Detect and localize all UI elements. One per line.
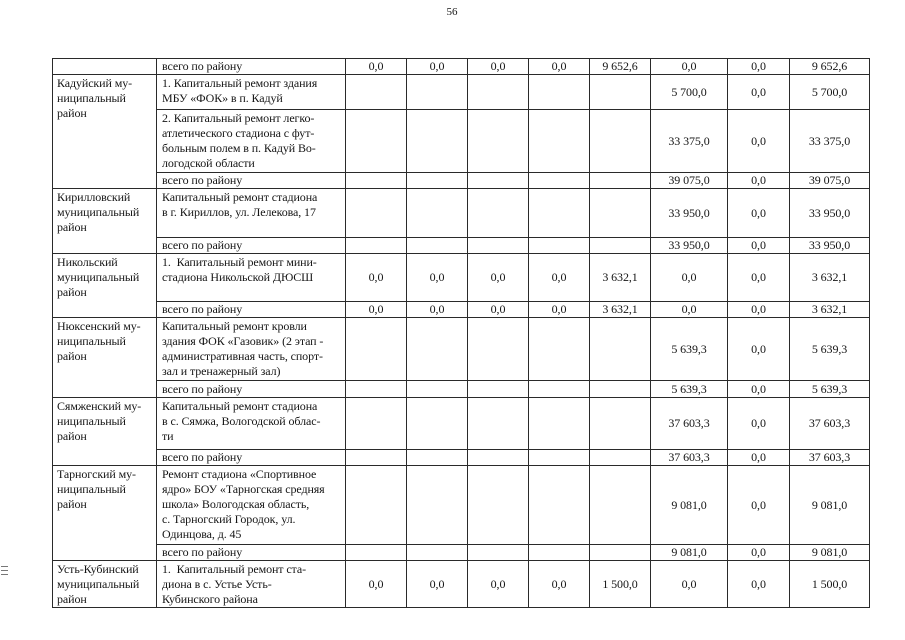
district-name: Тарногский му- ниципальный район xyxy=(53,466,157,561)
value-cell xyxy=(407,398,468,450)
value-cell xyxy=(346,545,407,561)
project-name: 1. Капитальный ремонт мини- стадиона Никольской ДЮСШ xyxy=(157,254,346,302)
value-cell: 0,0 xyxy=(728,318,790,381)
value-cell xyxy=(346,398,407,450)
total-row xyxy=(53,545,870,561)
value-cell: 0,0 xyxy=(468,561,529,608)
value-cell: 0,0 xyxy=(728,466,790,545)
value-cell: 33 375,0 xyxy=(790,110,870,173)
district-name: Кирилловский муниципальный район xyxy=(53,189,157,254)
value-cell: 0,0 xyxy=(728,381,790,398)
value-cell xyxy=(407,381,468,398)
value-cell: 1 500,0 xyxy=(590,561,651,608)
value-cell xyxy=(407,545,468,561)
value-cell xyxy=(529,398,590,450)
value-cell: 3 632,1 xyxy=(790,254,870,302)
value-cell xyxy=(468,189,529,238)
project-row xyxy=(53,561,870,608)
value-cell xyxy=(590,466,651,545)
value-cell xyxy=(346,75,407,110)
value-cell: 0,0 xyxy=(407,254,468,302)
value-cell xyxy=(590,110,651,173)
value-cell: 9 652,6 xyxy=(790,59,870,75)
value-cell: 0,0 xyxy=(728,545,790,561)
value-cell xyxy=(407,450,468,466)
value-cell: 9 081,0 xyxy=(790,466,870,545)
value-cell xyxy=(468,173,529,189)
value-cell xyxy=(529,110,590,173)
project-name: 1. Капитальный ремонт здания МБУ «ФОК» в п. Кадуй xyxy=(157,75,346,110)
value-cell: 5 639,3 xyxy=(651,381,728,398)
value-cell xyxy=(346,318,407,381)
value-cell: 5 639,3 xyxy=(790,318,870,381)
total-label: всего по району xyxy=(157,450,346,466)
value-cell: 0,0 xyxy=(468,59,529,75)
value-cell: 0,0 xyxy=(529,561,590,608)
project-row xyxy=(53,466,870,545)
value-cell: 0,0 xyxy=(728,450,790,466)
district-name: Нюксенский му- ниципальный район xyxy=(53,318,157,398)
value-cell xyxy=(529,466,590,545)
value-cell xyxy=(407,75,468,110)
value-cell: 0,0 xyxy=(346,561,407,608)
value-cell xyxy=(529,189,590,238)
value-cell: 0,0 xyxy=(728,189,790,238)
value-cell xyxy=(529,545,590,561)
value-cell: 0,0 xyxy=(728,110,790,173)
value-cell xyxy=(468,318,529,381)
value-cell: 0,0 xyxy=(529,302,590,318)
value-cell xyxy=(468,545,529,561)
value-cell: 0,0 xyxy=(728,254,790,302)
value-cell xyxy=(529,381,590,398)
value-cell xyxy=(346,110,407,173)
total-label: всего по району xyxy=(157,238,346,254)
value-cell xyxy=(529,238,590,254)
value-cell xyxy=(407,189,468,238)
value-cell: 9 081,0 xyxy=(790,545,870,561)
value-cell: 39 075,0 xyxy=(651,173,728,189)
project-name: Капитальный ремонт кровли здания ФОК «Газовик» (2 этап - административная часть, спорт- зал и тренажерный зал) xyxy=(157,318,346,381)
value-cell: 0,0 xyxy=(346,254,407,302)
value-cell: 0,0 xyxy=(346,302,407,318)
project-row xyxy=(53,75,870,110)
value-cell: 0,0 xyxy=(651,561,728,608)
value-cell: 33 950,0 xyxy=(790,238,870,254)
value-cell: 0,0 xyxy=(728,59,790,75)
value-cell xyxy=(407,173,468,189)
value-cell: 9 652,6 xyxy=(590,59,651,75)
value-cell xyxy=(468,238,529,254)
value-cell: 37 603,3 xyxy=(651,398,728,450)
value-cell xyxy=(468,398,529,450)
value-cell: 5 639,3 xyxy=(790,381,870,398)
total-row xyxy=(53,450,870,466)
value-cell: 5 700,0 xyxy=(790,75,870,110)
value-cell: 0,0 xyxy=(728,238,790,254)
value-cell: 0,0 xyxy=(529,254,590,302)
total-label: всего по району xyxy=(157,545,346,561)
value-cell xyxy=(407,466,468,545)
project-row xyxy=(53,254,870,302)
total-row xyxy=(53,173,870,189)
value-cell: 0,0 xyxy=(407,561,468,608)
value-cell: 0,0 xyxy=(468,254,529,302)
value-cell xyxy=(529,450,590,466)
value-cell: 1 500,0 xyxy=(790,561,870,608)
project-row xyxy=(53,189,870,238)
value-cell: 0,0 xyxy=(728,398,790,450)
value-cell: 0,0 xyxy=(728,75,790,110)
value-cell xyxy=(590,545,651,561)
project-name: Ремонт стадиона «Спортивное ядро» БОУ «Тарногская средняя школа» Вологодская область, с. Тарногский Городок, ул. Одинцова, д. 45 xyxy=(157,466,346,545)
project-name: 2. Капитальный ремонт легко- атлетического стадиона с фут- больным полем в п. Кадуй Во- логодской области xyxy=(157,110,346,173)
value-cell xyxy=(468,110,529,173)
value-cell xyxy=(529,318,590,381)
value-cell: 0,0 xyxy=(651,59,728,75)
value-cell: 0,0 xyxy=(346,59,407,75)
value-cell: 9 081,0 xyxy=(651,466,728,545)
total-label: всего по району xyxy=(157,173,346,189)
value-cell: 37 603,3 xyxy=(790,398,870,450)
value-cell xyxy=(529,173,590,189)
district-name: Никольский муниципальный район xyxy=(53,254,157,318)
district-name: Сямженский му- ниципальный район xyxy=(53,398,157,466)
project-row xyxy=(53,110,870,173)
value-cell xyxy=(590,318,651,381)
value-cell xyxy=(468,75,529,110)
total-row xyxy=(53,302,870,318)
value-cell: 9 081,0 xyxy=(651,545,728,561)
value-cell: 0,0 xyxy=(651,254,728,302)
total-row xyxy=(53,381,870,398)
value-cell: 0,0 xyxy=(728,302,790,318)
value-cell xyxy=(346,238,407,254)
scan-artifact xyxy=(1,566,8,580)
value-cell xyxy=(590,173,651,189)
value-cell: 39 075,0 xyxy=(790,173,870,189)
value-cell: 3 632,1 xyxy=(590,254,651,302)
value-cell: 0,0 xyxy=(468,302,529,318)
value-cell xyxy=(468,381,529,398)
district-name: Кадуйский му- ниципальный район xyxy=(53,75,157,189)
value-cell xyxy=(346,466,407,545)
value-cell: 33 950,0 xyxy=(651,189,728,238)
district-cell xyxy=(53,59,157,75)
project-row xyxy=(53,398,870,450)
value-cell: 0,0 xyxy=(407,59,468,75)
value-cell: 0,0 xyxy=(407,302,468,318)
budget-table xyxy=(52,58,870,608)
value-cell xyxy=(590,450,651,466)
total-row xyxy=(53,238,870,254)
project-name: 1. Капитальный ремонт ста- диона в с. Устье Усть- Кубинского района xyxy=(157,561,346,608)
value-cell xyxy=(346,189,407,238)
value-cell xyxy=(346,173,407,189)
value-cell: 37 603,3 xyxy=(790,450,870,466)
value-cell xyxy=(590,75,651,110)
district-name: Усть-Кубинский муниципальный район xyxy=(53,561,157,608)
value-cell xyxy=(468,450,529,466)
value-cell: 5 639,3 xyxy=(651,318,728,381)
value-cell xyxy=(590,398,651,450)
value-cell: 0,0 xyxy=(529,59,590,75)
value-cell: 5 700,0 xyxy=(651,75,728,110)
total-label: всего по району xyxy=(157,59,346,75)
value-cell: 0,0 xyxy=(728,561,790,608)
page-number: 56 xyxy=(446,6,458,18)
value-cell xyxy=(407,110,468,173)
value-cell xyxy=(590,238,651,254)
value-cell: 0,0 xyxy=(728,173,790,189)
value-cell xyxy=(407,238,468,254)
value-cell: 33 950,0 xyxy=(790,189,870,238)
total-row xyxy=(53,59,870,75)
project-name: Капитальный ремонт стадиона в г. Кириллов, ул. Лелекова, 17 xyxy=(157,189,346,238)
total-label: всего по району xyxy=(157,381,346,398)
value-cell: 37 603,3 xyxy=(651,450,728,466)
project-row xyxy=(53,318,870,381)
value-cell: 33 950,0 xyxy=(651,238,728,254)
value-cell: 0,0 xyxy=(651,302,728,318)
value-cell xyxy=(590,381,651,398)
value-cell xyxy=(468,466,529,545)
value-cell xyxy=(346,450,407,466)
value-cell: 3 632,1 xyxy=(590,302,651,318)
value-cell: 33 375,0 xyxy=(651,110,728,173)
value-cell xyxy=(529,75,590,110)
value-cell xyxy=(346,381,407,398)
project-name: Капитальный ремонт стадиона в с. Сямжа, Вологодской облас- ти xyxy=(157,398,346,450)
value-cell xyxy=(407,318,468,381)
value-cell: 3 632,1 xyxy=(790,302,870,318)
total-label: всего по району xyxy=(157,302,346,318)
value-cell xyxy=(590,189,651,238)
